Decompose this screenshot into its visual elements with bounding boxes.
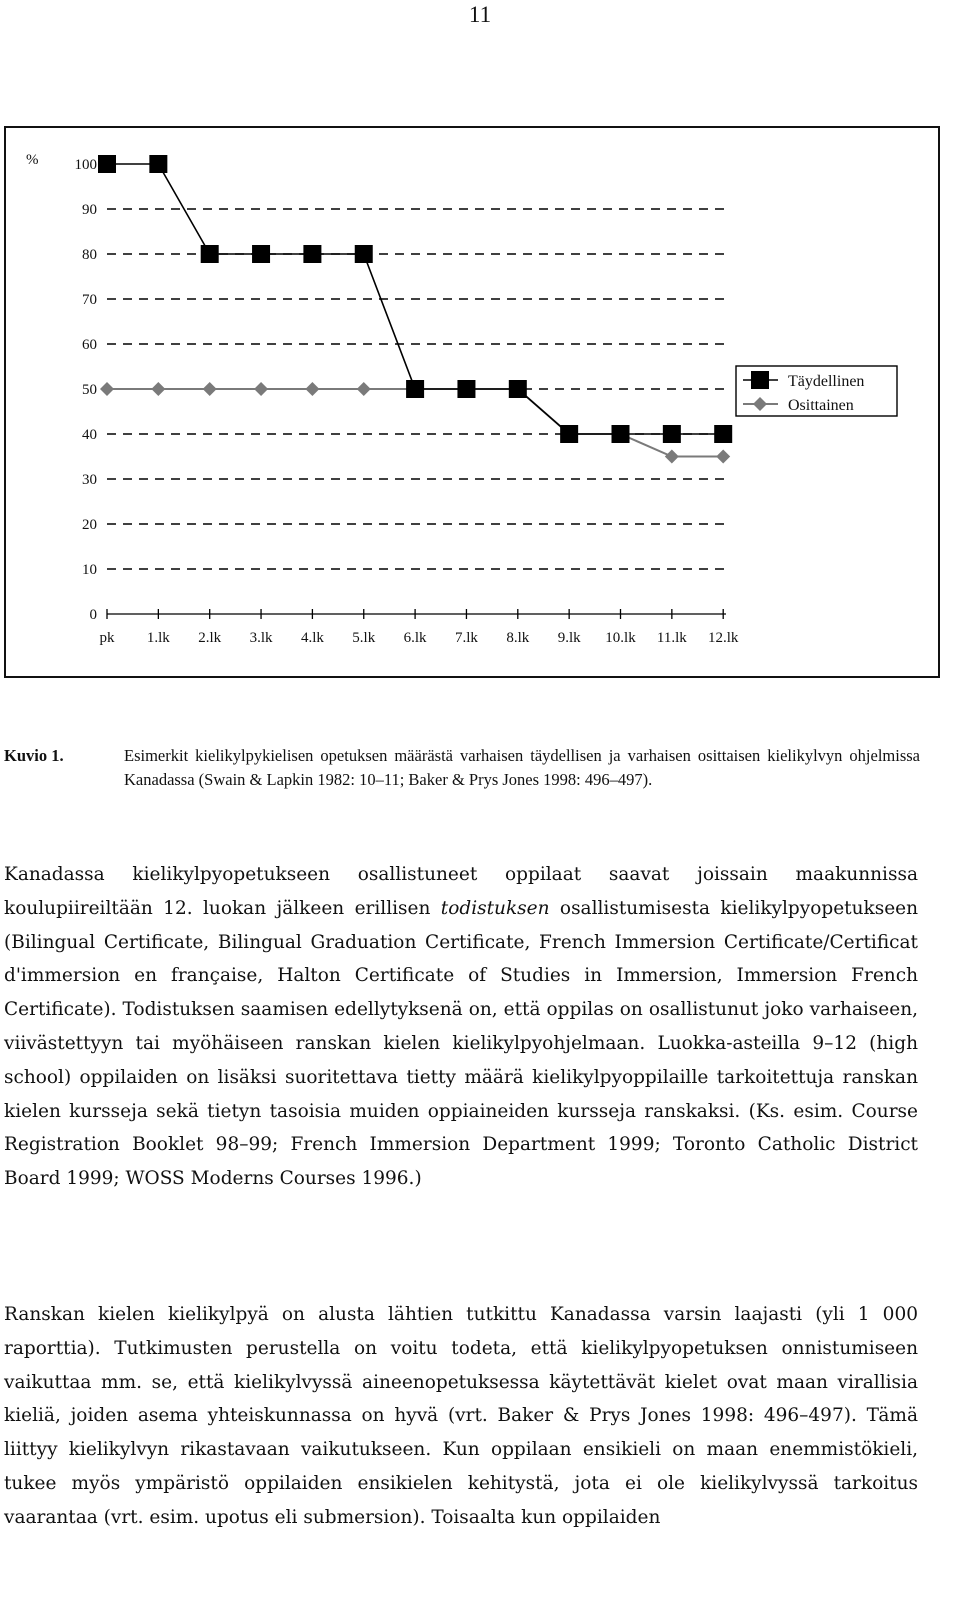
y-axis-unit: % <box>26 152 39 168</box>
data-point-taydellinen <box>303 245 321 263</box>
y-tick-label: 60 <box>82 337 97 353</box>
data-point-taydellinen <box>714 425 732 443</box>
y-tick-label: 30 <box>82 472 97 488</box>
data-point-taydellinen <box>612 425 630 443</box>
y-tick-label: 70 <box>82 292 97 308</box>
data-point-osittainen <box>151 382 165 396</box>
x-tick-label: 8.lk <box>506 630 530 646</box>
y-tick-label: 90 <box>82 202 97 218</box>
x-tick-label: 9.lk <box>557 630 581 646</box>
data-point-taydellinen <box>406 380 424 398</box>
line-chart <box>6 128 938 676</box>
x-tick-label: pk <box>99 630 115 646</box>
legend-label-taydellinen: Täydellinen <box>788 373 865 390</box>
x-tick-label: 4.lk <box>300 630 324 646</box>
p1-text-start: Kanadassa kielikylpyopetukseen osallistuneet oppilaat saavat joissain maakunnissa koulupiireiltään 12. luokan jälkeen erillisen <box>4 864 918 919</box>
data-point-taydellinen <box>509 380 527 398</box>
data-point-taydellinen <box>560 425 578 443</box>
data-point-taydellinen <box>252 245 270 263</box>
data-series <box>98 155 732 464</box>
caption-label: Kuvio 1. <box>4 746 64 765</box>
figure-frame <box>4 126 940 678</box>
y-tick-label: 40 <box>82 427 97 443</box>
p1-text-end: osallistumisesta kielikylpyopetukseen (Bilingual Certificate, Bilingual Graduation Certificate, French Immersion Certificate/Certificat d'immersion en française, Halton Certificate of Studies in Immersion, Immersion French Certificate). Todistuksen saamisen edellytyksenä on, että oppilas on osallistunut joko varhaiseen, viivästettyyn tai myöhäiseen ranskan kielen kielikylpyohjelmaan. Luokka-asteilla 9–12 (high school) oppilaiden on lisäksi suoritettava tietty määrä kielikylpyoppilaille tarkoitettuja ranskan kielen kursseja sekä tietyn tasoisia muiden oppiaineiden kursseja ranskaksi. (Ks. esim. Course Registration Booklet 98–99; French Immersion Department 1999; Toronto Catholic District Board 1999; WOSS Moderns Courses 1996.) <box>4 897 919 1190</box>
x-tick-label: 3.lk <box>249 630 273 646</box>
x-tick-label: 10.lk <box>605 630 636 646</box>
x-tick-label: 11.lk <box>656 630 687 646</box>
y-tick-label: 20 <box>82 517 97 533</box>
page-number: 11 <box>468 2 492 27</box>
series-line-1 <box>107 389 723 457</box>
body-paragraph-1 <box>4 858 918 1196</box>
data-point-osittainen <box>716 450 730 464</box>
data-point-taydellinen <box>98 155 116 173</box>
y-tick-label: 0 <box>89 607 97 623</box>
x-tick-label: 12.lk <box>707 630 739 646</box>
data-point-taydellinen <box>663 425 681 443</box>
data-point-taydellinen <box>355 245 373 263</box>
y-tick-label: 100 <box>74 157 97 173</box>
data-point-osittainen <box>305 382 319 396</box>
data-point-osittainen <box>100 382 114 396</box>
data-point-osittainen <box>203 382 217 396</box>
legend-label-osittainen: Osittainen <box>788 397 854 414</box>
y-axis <box>26 152 97 623</box>
x-tick-label: 2.lk <box>198 630 222 646</box>
data-point-taydellinen <box>457 380 475 398</box>
data-point-osittainen <box>665 450 679 464</box>
legend <box>736 366 897 416</box>
y-tick-label: 80 <box>82 247 97 263</box>
x-axis <box>100 609 739 646</box>
x-tick-label: 7.lk <box>454 630 478 646</box>
data-point-taydellinen <box>149 155 167 173</box>
x-tick-label: 1.lk <box>146 630 170 646</box>
y-tick-label: 10 <box>82 562 97 578</box>
x-tick-label: 5.lk <box>352 630 376 646</box>
p1-italic-term: todistuksen <box>440 897 550 919</box>
data-point-osittainen <box>357 382 371 396</box>
body-paragraph-2: Ranskan kielen kielikylpyä on alusta lähtien tutkittu Kanadassa varsin laajasti (yli 1 000 raporttia). Tutkimusten perustella on voitu todeta, että kielikylpyopetuksen onnistumiseen vaikuttaa mm. se, että kielikylvyssä aineenopetuksessa käytettävät kielet ovat maan virallisia kieliä, joiden asema yhteiskunnassa on hyvä (vrt. Baker & Prys Jones 1998: 496–497). Tämä liittyy kielikylvyn rikastavaan vaikutukseen. Kun oppilaan ensikieli on maan enemmistökieli, tukee myös ympäristö oppilaiden ensikielen kehitystä, jota ei ole kielikylvyssä tarkoitus vaarantaa (vrt. esim. upotus eli submersion). Toisaalta kun oppilaiden <box>4 1304 918 1528</box>
data-point-taydellinen <box>201 245 219 263</box>
caption-text: Esimerkit kielikylpykielisen opetuksen määrästä varhaisen täydellisen ja varhaisen osittaisen kielikylvyn ohjelmissa Kanadassa (Swain & Lapkin 1982: 10–11; Baker & Prys Jones 1998: 496–497). <box>124 746 920 789</box>
data-point-osittainen <box>254 382 268 396</box>
legend-marker-taydellinen <box>751 371 769 389</box>
y-tick-label: 50 <box>82 382 97 398</box>
x-tick-label: 6.lk <box>403 630 427 646</box>
